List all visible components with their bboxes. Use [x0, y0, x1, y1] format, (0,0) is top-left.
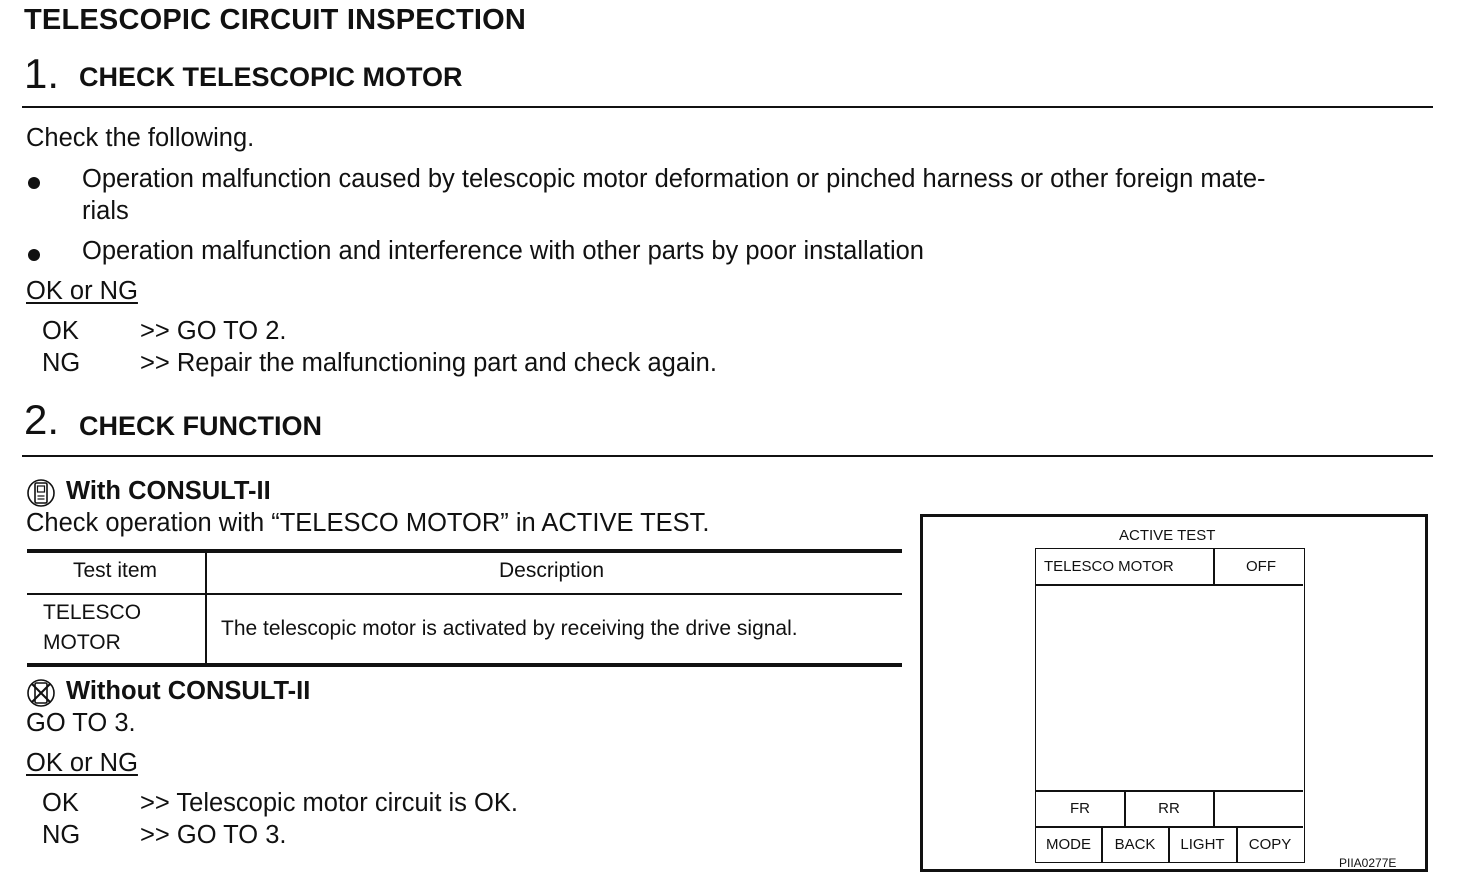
bullet-2-line1: Operation malfunction and interference with other parts by poor installation — [82, 237, 924, 265]
with-consult-heading: With CONSULT-II — [66, 477, 271, 505]
step2-title: CHECK FUNCTION — [79, 411, 322, 441]
copy-button[interactable]: COPY — [1248, 836, 1292, 853]
step2-ok-text: >> Telescopic motor circuit is OK. — [140, 789, 518, 817]
step1-ok-text: >> GO TO 2. — [140, 317, 287, 345]
without-consult-text: GO TO 3. — [26, 709, 136, 737]
step1-ok-ng-label: OK or NG — [26, 277, 138, 305]
back-button[interactable]: BACK — [1114, 836, 1156, 853]
step2-number: 2. — [24, 396, 60, 443]
step1-ng-key: NG — [42, 349, 81, 377]
consult-screen — [1035, 548, 1305, 863]
consult-tool-icon — [26, 478, 56, 508]
consult-screen-figure — [920, 514, 1428, 872]
no-consult-tool-icon — [26, 678, 56, 708]
step1-number: 1. — [24, 50, 60, 97]
screen-item-value: OFF — [1246, 558, 1276, 575]
figure-id: PIIA0277E — [1339, 856, 1397, 870]
mode-button[interactable]: MODE — [1046, 836, 1091, 853]
screen-header-divider — [1213, 549, 1215, 584]
screen-buttons-mid-line — [1036, 826, 1303, 828]
table-top-rule — [27, 549, 902, 553]
step1-ok-key: OK — [42, 317, 79, 345]
table-cell-item-line2: MOTOR — [43, 631, 121, 654]
screen-header-line — [1036, 584, 1303, 586]
step1-ng-text: >> Repair the malfunctioning part and check again. — [140, 349, 717, 377]
step2-instruction: Check operation with “TELESCO MOTOR” in ACTIVE TEST. — [26, 509, 710, 537]
screen-buttons-top-line — [1036, 790, 1303, 792]
bullet-1-line2: rials — [82, 197, 129, 225]
page-title: TELESCOPIC CIRCUIT INSPECTION — [24, 4, 527, 36]
table-header-test-item: Test item — [73, 559, 158, 582]
without-consult-heading: Without CONSULT-II — [66, 677, 311, 705]
table-cell-item-line1: TELESCO — [43, 601, 142, 624]
blank-button[interactable] — [1214, 800, 1303, 818]
bullet-dot — [28, 249, 40, 261]
step1-intro: Check the following. — [26, 124, 255, 152]
step1-title: CHECK TELESCOPIC MOTOR — [79, 62, 463, 92]
fr-button[interactable]: FR — [1070, 800, 1090, 817]
bullet-dot — [28, 177, 40, 189]
rr-button[interactable]: RR — [1158, 800, 1180, 817]
screen-item-name: TELESCO MOTOR — [1044, 558, 1174, 575]
step2-ok-key: OK — [42, 789, 79, 817]
bullet-1-line1: Operation malfunction caused by telescopic motor deformation or pinched harness or other foreign mate- — [82, 165, 1266, 193]
table-cell-description: The telescopic motor is activated by receiving the drive signal. — [221, 617, 798, 640]
screen-title: ACTIVE TEST — [1119, 527, 1216, 544]
table-header-rule — [27, 593, 902, 595]
step1-divider — [22, 106, 1433, 108]
light-button[interactable]: LIGHT — [1180, 836, 1225, 853]
table-column-divider — [205, 549, 207, 667]
step2-ok-ng-label: OK or NG — [26, 749, 138, 777]
step2-ng-key: NG — [42, 821, 81, 849]
table-bottom-rule — [27, 663, 902, 667]
table-header-description: Description — [499, 559, 605, 582]
step2-ng-text: >> GO TO 3. — [140, 821, 287, 849]
active-test-table — [27, 549, 902, 667]
step2-divider — [22, 455, 1433, 457]
